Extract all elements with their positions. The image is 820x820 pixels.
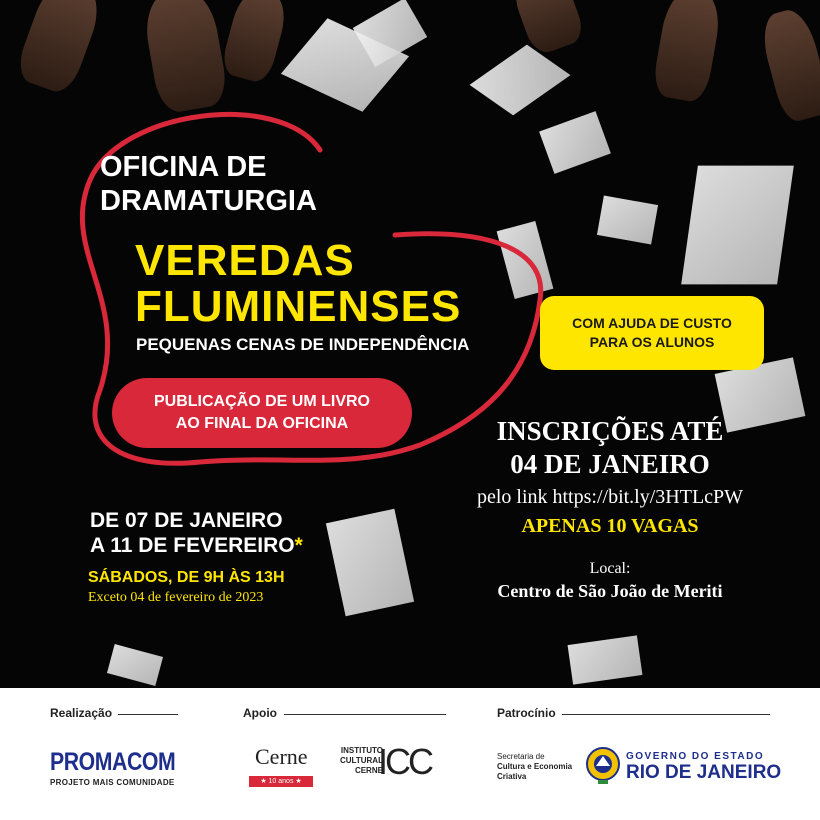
- realizacao-heading: Realização: [50, 706, 113, 720]
- publication-badge-line2: AO FINAL DA OFICINA: [175, 415, 349, 432]
- divider: [118, 714, 178, 715]
- vacancies-note: APENAS 10 VAGAS: [521, 515, 699, 537]
- date-range: [90, 508, 303, 558]
- secretaria-line3: Criativa: [497, 772, 527, 781]
- secretaria-line2: Cultura e Economia: [497, 762, 573, 771]
- workshop-label: [100, 150, 317, 218]
- registration-deadline-line2: 04 DE JANEIRO: [510, 449, 710, 479]
- cost-aid-badge-line1: COM AJUDA DE CUSTO: [572, 315, 732, 331]
- event-title-line1: VEREDAS: [135, 236, 355, 285]
- icc-logo: ICC: [378, 741, 431, 782]
- registration-deadline: [430, 415, 790, 481]
- divider: [562, 714, 770, 715]
- cost-aid-badge-line2: PARA OS ALUNOS: [589, 334, 715, 350]
- registration-link[interactable]: pelo link https://bit.ly/3HTLcPW: [476, 486, 744, 508]
- cerne-wordmark: Cerne: [255, 744, 308, 769]
- icc-label: [340, 746, 383, 776]
- icc-label-line3: CERNE: [354, 766, 383, 775]
- patrocinio-heading: Patrocínio: [497, 706, 556, 720]
- publication-badge-line1: PUBLICAÇÃO DE UM LIVRO: [154, 393, 370, 410]
- registration-deadline-line1: INSCRIÇÕES ATÉ: [496, 416, 724, 446]
- event-title: [135, 238, 461, 330]
- schedule-days: SÁBADOS, DE 9H ÀS 13H: [88, 569, 285, 586]
- secretaria-label: [497, 752, 572, 782]
- date-range-line1: DE 07 DE JANEIRO: [90, 509, 283, 532]
- publication-badge: [112, 378, 412, 448]
- schedule-exception: Exceto 04 de fevereiro de 2023: [88, 590, 264, 605]
- government-logo-line1: GOVERNO DO ESTADO: [626, 751, 765, 762]
- icc-label-line1: INSTITUTO: [340, 746, 383, 755]
- location-label: Local:: [589, 560, 631, 577]
- workshop-label-line1: OFICINA DE: [100, 151, 267, 183]
- event-subtitle: PEQUENAS CENAS DE INDEPENDÊNCIA: [136, 335, 470, 354]
- event-title-line2: FLUMINENSES: [135, 282, 462, 331]
- divider: [284, 714, 446, 715]
- cost-aid-badge: [540, 296, 764, 370]
- date-range-line2: A 11 DE FEVEREIRO: [90, 534, 295, 557]
- government-logo-line2: RIO DE JANEIRO: [626, 762, 782, 783]
- cerne-anniversary-badge: ★ 10 anos ★: [249, 776, 313, 787]
- promacom-tagline: PROJETO MAIS COMUNIDADE: [50, 778, 175, 787]
- state-seal-icon: [584, 744, 622, 786]
- promacom-logo: [50, 748, 175, 787]
- secretaria-line1: Secretaria de: [497, 752, 545, 761]
- icc-label-line2: CULTURAL: [340, 756, 383, 765]
- government-logo: [626, 751, 781, 784]
- cerne-logo: [247, 742, 317, 790]
- apoio-heading: Apoio: [243, 706, 277, 720]
- location-value: Centro de São João de Meriti: [497, 581, 723, 601]
- promacom-wordmark: PROMACOM: [50, 748, 176, 776]
- asterisk-mark: *: [294, 534, 303, 557]
- workshop-label-line2: DRAMATURGIA: [100, 185, 317, 217]
- sponsors-footer: [0, 688, 820, 820]
